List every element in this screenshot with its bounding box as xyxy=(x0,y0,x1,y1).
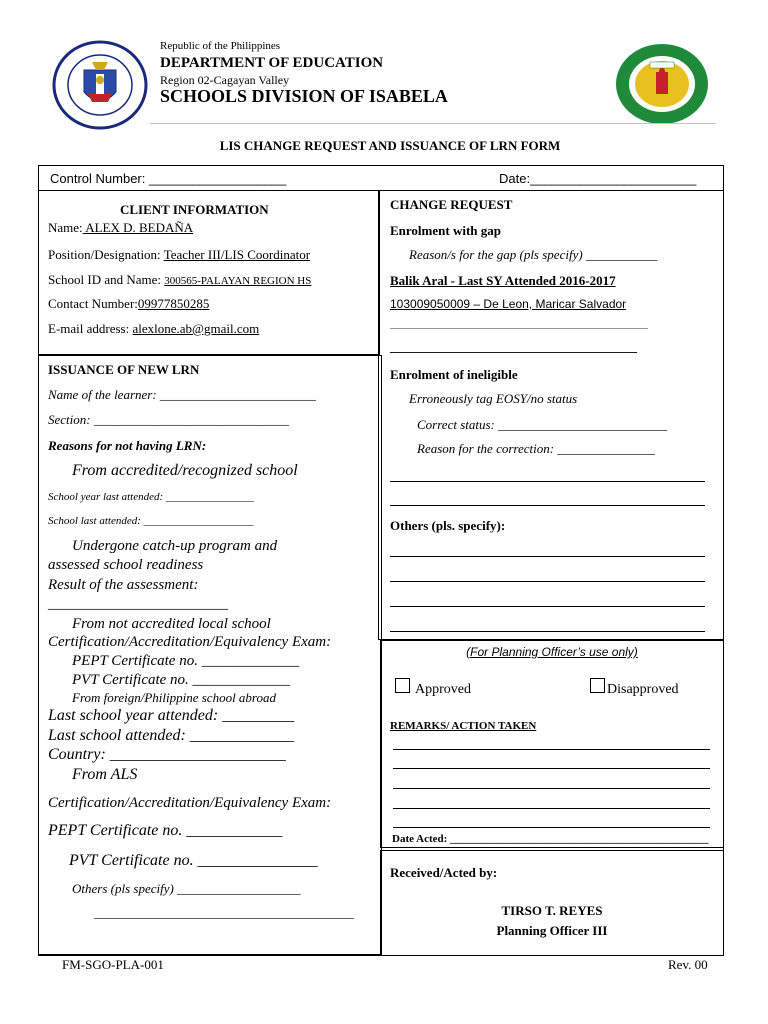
correct-status-field[interactable]: Correct status: __________________________ xyxy=(417,417,668,432)
pvt-field-2[interactable]: PVT Certificate no. _______________ xyxy=(69,852,318,869)
correction-line-1[interactable] xyxy=(390,481,705,482)
erroneously-tag-label: Erroneously tag EOSY/no status xyxy=(409,391,578,406)
officer-name: TIRSO T. REYES xyxy=(501,903,603,918)
department-text: DEPARTMENT OF EDUCATION xyxy=(160,55,384,71)
catchup-label-2: assessed school readiness xyxy=(48,557,204,573)
from-accredited-label: From accredited/recognized school xyxy=(72,462,298,479)
from-als-label: From ALS xyxy=(72,766,138,783)
others-field[interactable]: Others (pls specify) ___________________ xyxy=(72,881,301,896)
division-text: SCHOOLS DIVISION OF ISABELA xyxy=(160,86,448,106)
others-line[interactable]: ________________________________________ xyxy=(94,905,354,920)
planning-box xyxy=(380,640,724,848)
client-email-row xyxy=(48,321,259,337)
client-email-label: E-mail address: xyxy=(48,321,133,336)
client-school-label: School ID and Name: xyxy=(48,272,165,287)
remarks-line-1[interactable] xyxy=(393,749,710,750)
client-name-label: Name: xyxy=(48,220,83,235)
learner-name-field[interactable]: Name of the learner: ________________________ xyxy=(48,387,316,402)
others-line-3[interactable] xyxy=(390,606,705,607)
client-email-value: alexlone.ab@gmail.com xyxy=(132,321,260,336)
change-request-heading: CHANGE REQUEST xyxy=(390,197,513,212)
form-revision: Rev. 00 xyxy=(668,957,708,972)
officer-title: Planning Officer III xyxy=(496,923,608,938)
control-number-label: Control Number: ___________________ xyxy=(50,171,287,186)
change-blank-line-2[interactable]: ______________________________________ xyxy=(390,339,637,354)
header-divider xyxy=(150,123,716,124)
reason-correction-field[interactable]: Reason for the correction: _______________ xyxy=(417,441,655,456)
form-title: LIS CHANGE REQUEST AND ISSUANCE OF LRN FORM xyxy=(219,138,561,153)
cert-exam-label-2: Certification/Accreditation/Equivalency Exam: xyxy=(48,795,332,811)
approved-label: Approved xyxy=(415,682,471,697)
client-contact-row xyxy=(48,296,209,312)
planning-note: (For Planning Officer’s use only) xyxy=(466,645,638,659)
others-line-2[interactable] xyxy=(390,581,705,582)
disapproved-checkbox[interactable] xyxy=(590,678,605,693)
client-position-value: Teacher III/LIS Coordinator xyxy=(163,247,311,262)
approved-checkbox[interactable] xyxy=(395,678,410,693)
received-label: Received/Acted by: xyxy=(390,865,498,880)
remarks-line-2[interactable] xyxy=(393,768,710,769)
result-assessment-label: Result of the assessment: xyxy=(48,577,199,593)
client-name-row xyxy=(48,220,193,236)
others-heading: Others (pls. specify): xyxy=(390,518,506,533)
remarks-line-4[interactable] xyxy=(393,808,710,809)
country-field[interactable]: Country: ______________________ xyxy=(48,746,286,763)
form-code: FM-SGO-PLA-001 xyxy=(62,957,164,972)
result-assessment-line[interactable]: ________________________ xyxy=(48,596,228,612)
last-sy-field[interactable]: Last school year attended: _________ xyxy=(48,707,295,724)
pvt-field-1[interactable]: PVT Certificate no. _____________ xyxy=(72,672,291,688)
client-position-label: Position/Designation: xyxy=(48,247,164,262)
issuance-heading: ISSUANCE OF NEW LRN xyxy=(48,362,200,377)
region-text: Region 02-Cagayan Valley xyxy=(160,73,290,87)
client-position-row xyxy=(48,247,310,263)
school-last-field[interactable]: School last attended: ____________________ xyxy=(48,515,254,527)
republic-text: Republic of the Philippines xyxy=(160,40,281,52)
change-blank-line-1[interactable]: ___________________________________________ xyxy=(390,316,648,330)
sy-last-field[interactable]: School year last attended: ________________ xyxy=(48,491,254,503)
others-line-1[interactable] xyxy=(390,556,705,557)
client-contact-value: 09977850285 xyxy=(137,296,210,311)
balik-aral-label: Balik Aral - Last SY Attended 2016-2017 xyxy=(390,273,616,288)
others-line-4[interactable] xyxy=(390,631,705,632)
remarks-line-5[interactable] xyxy=(393,827,710,828)
client-name-value: ALEX D. BEDAÑA xyxy=(82,220,194,235)
section-field[interactable]: Section: ______________________________ xyxy=(48,412,289,427)
deped-seal-left xyxy=(52,40,148,130)
enrolment-gap-label: Enrolment with gap xyxy=(390,223,501,238)
pept-field-1[interactable]: PEPT Certificate no. _____________ xyxy=(72,653,300,669)
client-school-value: 300565-PALAYAN REGION HS xyxy=(164,275,312,287)
date-label: Date:_______________________ xyxy=(499,171,697,186)
correction-line-2[interactable] xyxy=(390,505,705,506)
reasons-gap-field[interactable]: Reason/s for the gap (pls specify) ___________ xyxy=(409,247,658,262)
reasons-no-lrn-label: Reasons for not having LRN: xyxy=(48,438,207,453)
client-info-heading: CLIENT INFORMATION xyxy=(120,202,269,217)
client-school-row xyxy=(48,272,311,288)
catchup-label-1: Undergone catch-up program and xyxy=(72,538,278,554)
client-contact-label: Contact Number: xyxy=(48,296,138,311)
cert-exam-label-1: Certification/Accreditation/Equivalency Exam: xyxy=(48,634,332,650)
learner-entry: 103009050009 – De Leon, Maricar Salvador xyxy=(390,297,627,311)
disapproved-label: Disapproved xyxy=(607,682,679,697)
remarks-label: REMARKS/ ACTION TAKEN xyxy=(390,720,537,732)
pept-field-2[interactable]: PEPT Certificate no. ____________ xyxy=(48,822,283,839)
last-school-field[interactable]: Last school attended: _____________ xyxy=(48,727,294,744)
remarks-line-3[interactable] xyxy=(393,788,710,789)
enrolment-ineligible-label: Enrolment of ineligible xyxy=(390,367,518,382)
not-accredited-label: From not accredited local school xyxy=(72,616,271,632)
date-acted-field[interactable]: Date Acted: _______________________________________________ xyxy=(392,833,709,845)
division-seal-right xyxy=(614,42,710,126)
foreign-school-label: From foreign/Philippine school abroad xyxy=(72,690,277,705)
